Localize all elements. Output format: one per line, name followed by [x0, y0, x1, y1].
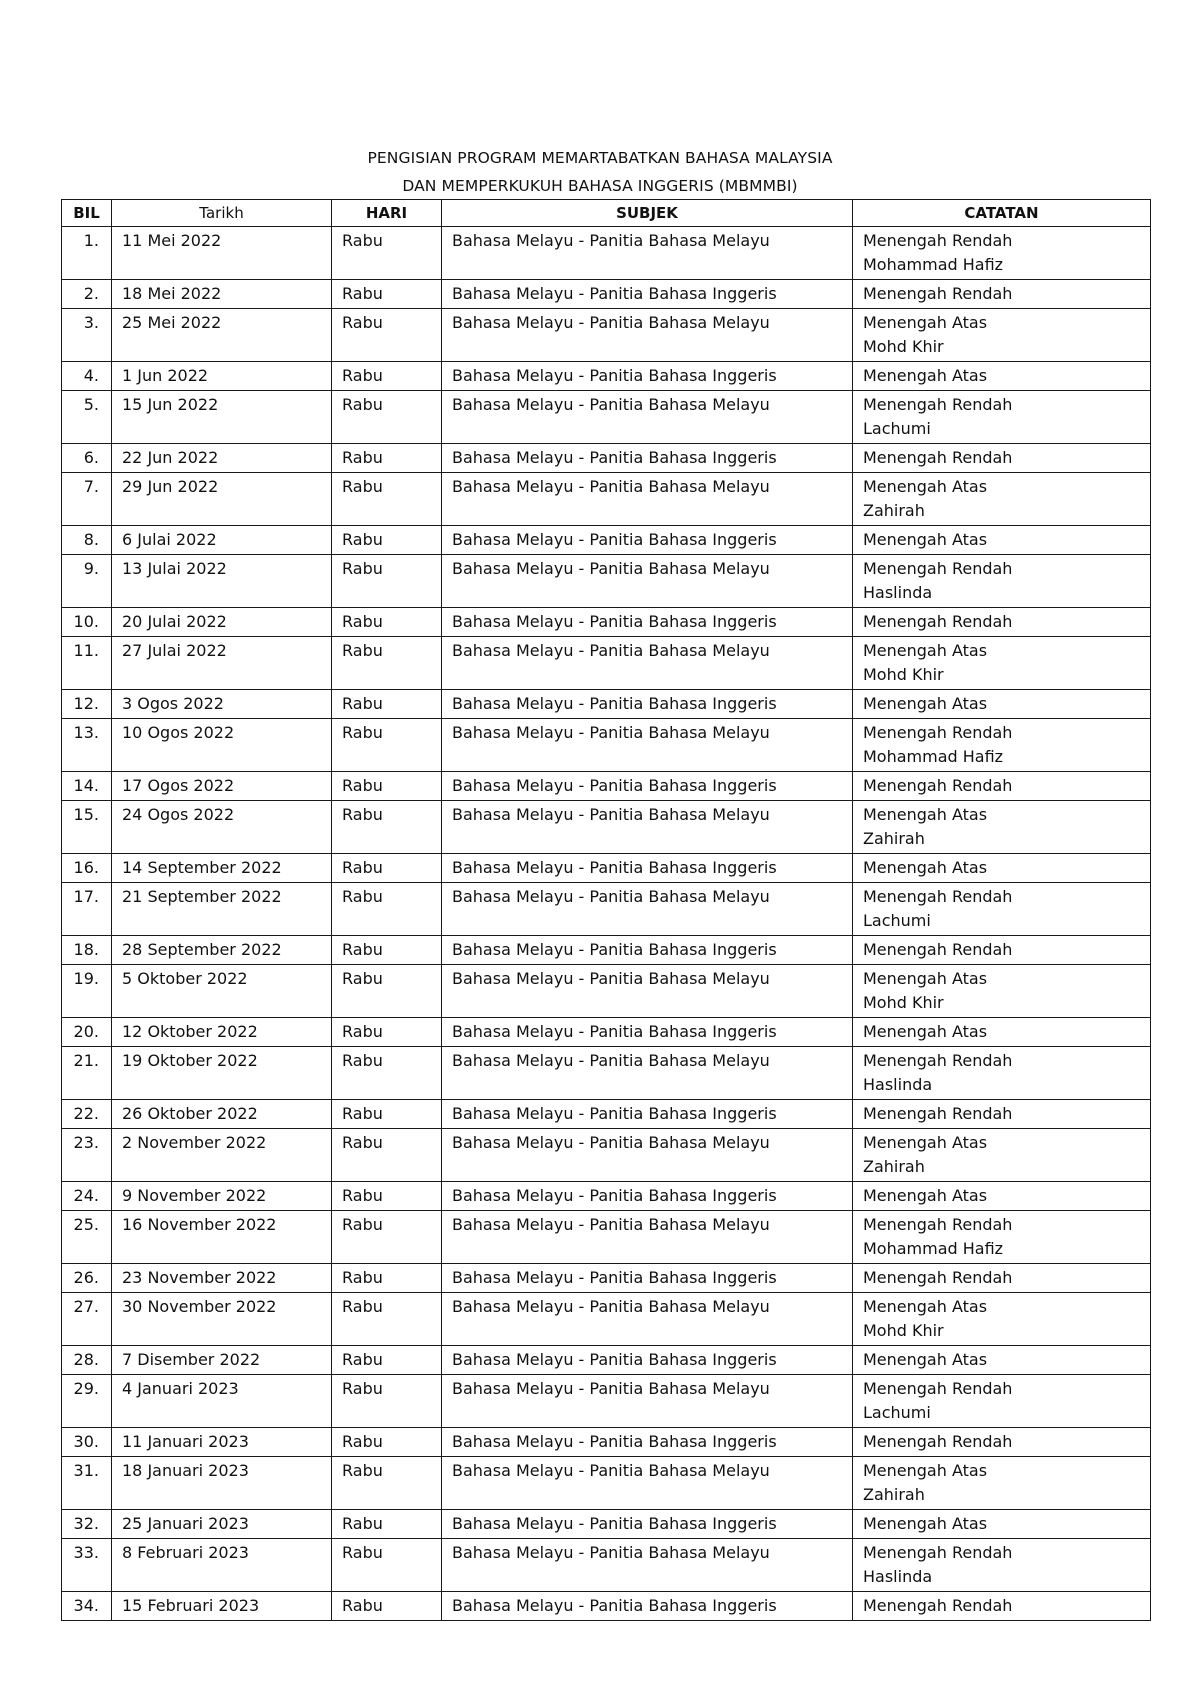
catatan-cell [853, 1375, 1151, 1428]
catatan-teacher: Lachumi [863, 419, 931, 438]
bil-cell: 6. [62, 444, 112, 473]
document-title-line-2: DAN MEMPERKUKUH BAHASA INGGERIS (MBMMBI) [402, 177, 798, 195]
hari-cell: Rabu [332, 1346, 442, 1375]
catatan-level: Menengah Rendah [863, 284, 1013, 303]
subjek-cell: Bahasa Melayu - Panitia Bahasa Melayu [442, 1539, 853, 1592]
hari-cell: Rabu [332, 444, 442, 473]
catatan-level: Menengah Rendah [863, 723, 1013, 742]
hari-cell: Rabu [332, 473, 442, 526]
table-row [62, 227, 1151, 280]
table-row [62, 309, 1151, 362]
catatan-cell [853, 1428, 1151, 1457]
hari-cell: Rabu [332, 362, 442, 391]
catatan-cell [853, 608, 1151, 637]
tarikh-cell: 13 Julai 2022 [112, 555, 332, 608]
catatan-cell [853, 280, 1151, 309]
subjek-cell: Bahasa Melayu - Panitia Bahasa Inggeris [442, 608, 853, 637]
table-row [62, 690, 1151, 719]
bil-cell: 5. [62, 391, 112, 444]
header-subjek: SUBJEK [442, 200, 853, 227]
catatan-level: Menengah Rendah [863, 1051, 1013, 1070]
catatan-teacher: Mohammad Hafiz [863, 255, 1004, 274]
bil-cell: 34. [62, 1592, 112, 1621]
hari-cell: Rabu [332, 965, 442, 1018]
catatan-level: Menengah Atas [863, 366, 988, 385]
catatan-teacher: Mohammad Hafiz [863, 747, 1004, 766]
catatan-cell [853, 637, 1151, 690]
tarikh-cell: 24 Ogos 2022 [112, 801, 332, 854]
bil-cell: 28. [62, 1346, 112, 1375]
catatan-cell [853, 309, 1151, 362]
bil-cell: 9. [62, 555, 112, 608]
catatan-level: Menengah Rendah [863, 1379, 1013, 1398]
table-row [62, 637, 1151, 690]
subjek-cell: Bahasa Melayu - Panitia Bahasa Inggeris [442, 1264, 853, 1293]
catatan-cell [853, 362, 1151, 391]
bil-cell: 21. [62, 1047, 112, 1100]
hari-cell: Rabu [332, 772, 442, 801]
catatan-cell [853, 1129, 1151, 1182]
table-row [62, 1375, 1151, 1428]
catatan-level: Menengah Atas [863, 313, 988, 332]
hari-cell: Rabu [332, 1592, 442, 1621]
table-row [62, 772, 1151, 801]
catatan-cell [853, 1211, 1151, 1264]
tarikh-cell: 6 Julai 2022 [112, 526, 332, 555]
catatan-level: Menengah Rendah [863, 1268, 1013, 1287]
hari-cell: Rabu [332, 1539, 442, 1592]
tarikh-cell: 14 September 2022 [112, 854, 332, 883]
catatan-teacher: Mohd Khir [863, 993, 944, 1012]
tarikh-cell: 15 Jun 2022 [112, 391, 332, 444]
catatan-teacher: Mohd Khir [863, 1321, 944, 1340]
bil-cell: 19. [62, 965, 112, 1018]
table-row [62, 719, 1151, 772]
catatan-cell [853, 883, 1151, 936]
table-row [62, 1047, 1151, 1100]
bil-cell: 2. [62, 280, 112, 309]
subjek-cell: Bahasa Melayu - Panitia Bahasa Melayu [442, 227, 853, 280]
tarikh-cell: 4 Januari 2023 [112, 1375, 332, 1428]
table-row [62, 1293, 1151, 1346]
subjek-cell: Bahasa Melayu - Panitia Bahasa Melayu [442, 883, 853, 936]
bil-cell: 27. [62, 1293, 112, 1346]
table-row [62, 1129, 1151, 1182]
header-catatan: CATATAN [853, 200, 1151, 227]
tarikh-cell: 22 Jun 2022 [112, 444, 332, 473]
subjek-cell: Bahasa Melayu - Panitia Bahasa Melayu [442, 473, 853, 526]
subjek-cell: Bahasa Melayu - Panitia Bahasa Inggeris [442, 362, 853, 391]
catatan-level: Menengah Atas [863, 1022, 988, 1041]
catatan-level: Menengah Atas [863, 969, 988, 988]
catatan-level: Menengah Rendah [863, 448, 1013, 467]
tarikh-cell: 7 Disember 2022 [112, 1346, 332, 1375]
catatan-level: Menengah Rendah [863, 612, 1013, 631]
catatan-cell [853, 227, 1151, 280]
subjek-cell: Bahasa Melayu - Panitia Bahasa Melayu [442, 391, 853, 444]
subjek-cell: Bahasa Melayu - Panitia Bahasa Melayu [442, 1293, 853, 1346]
catatan-level: Menengah Atas [863, 1350, 988, 1369]
catatan-cell [853, 719, 1151, 772]
catatan-level: Menengah Atas [863, 1133, 988, 1152]
tarikh-cell: 19 Oktober 2022 [112, 1047, 332, 1100]
tarikh-cell: 18 Mei 2022 [112, 280, 332, 309]
hari-cell: Rabu [332, 690, 442, 719]
subjek-cell: Bahasa Melayu - Panitia Bahasa Melayu [442, 719, 853, 772]
tarikh-cell: 27 Julai 2022 [112, 637, 332, 690]
catatan-cell [853, 1592, 1151, 1621]
table-row [62, 362, 1151, 391]
tarikh-cell: 1 Jun 2022 [112, 362, 332, 391]
catatan-teacher: Zahirah [863, 501, 925, 520]
tarikh-cell: 10 Ogos 2022 [112, 719, 332, 772]
bil-cell: 25. [62, 1211, 112, 1264]
subjek-cell: Bahasa Melayu - Panitia Bahasa Inggeris [442, 444, 853, 473]
bil-cell: 1. [62, 227, 112, 280]
catatan-level: Menengah Atas [863, 805, 988, 824]
subjek-cell: Bahasa Melayu - Panitia Bahasa Melayu [442, 1047, 853, 1100]
bil-cell: 12. [62, 690, 112, 719]
tarikh-cell: 29 Jun 2022 [112, 473, 332, 526]
table-row [62, 883, 1151, 936]
catatan-level: Menengah Rendah [863, 887, 1013, 906]
table-row [62, 1510, 1151, 1539]
subjek-cell: Bahasa Melayu - Panitia Bahasa Inggeris [442, 1510, 853, 1539]
catatan-level: Menengah Atas [863, 694, 988, 713]
tarikh-cell: 5 Oktober 2022 [112, 965, 332, 1018]
catatan-cell [853, 1539, 1151, 1592]
tarikh-cell: 9 November 2022 [112, 1182, 332, 1211]
catatan-level: Menengah Atas [863, 530, 988, 549]
subjek-cell: Bahasa Melayu - Panitia Bahasa Melayu [442, 1375, 853, 1428]
tarikh-cell: 17 Ogos 2022 [112, 772, 332, 801]
hari-cell: Rabu [332, 854, 442, 883]
hari-cell: Rabu [332, 391, 442, 444]
catatan-cell [853, 1018, 1151, 1047]
bil-cell: 29. [62, 1375, 112, 1428]
subjek-cell: Bahasa Melayu - Panitia Bahasa Inggeris [442, 1592, 853, 1621]
catatan-cell [853, 936, 1151, 965]
table-row [62, 1100, 1151, 1129]
tarikh-cell: 15 Februari 2023 [112, 1592, 332, 1621]
subjek-cell: Bahasa Melayu - Panitia Bahasa Inggeris [442, 936, 853, 965]
catatan-level: Menengah Atas [863, 477, 988, 496]
bil-cell: 31. [62, 1457, 112, 1510]
catatan-level: Menengah Rendah [863, 940, 1013, 959]
subjek-cell: Bahasa Melayu - Panitia Bahasa Melayu [442, 1457, 853, 1510]
hari-cell: Rabu [332, 1182, 442, 1211]
hari-cell: Rabu [332, 1018, 442, 1047]
hari-cell: Rabu [332, 280, 442, 309]
subjek-cell: Bahasa Melayu - Panitia Bahasa Melayu [442, 309, 853, 362]
subjek-cell: Bahasa Melayu - Panitia Bahasa Melayu [442, 1129, 853, 1182]
table-row [62, 1428, 1151, 1457]
hari-cell: Rabu [332, 1100, 442, 1129]
tarikh-cell: 3 Ogos 2022 [112, 690, 332, 719]
catatan-teacher: Mohd Khir [863, 337, 944, 356]
table-row [62, 444, 1151, 473]
subjek-cell: Bahasa Melayu - Panitia Bahasa Inggeris [442, 772, 853, 801]
bil-cell: 22. [62, 1100, 112, 1129]
catatan-cell [853, 1346, 1151, 1375]
catatan-level: Menengah Atas [863, 1297, 988, 1316]
catatan-level: Menengah Rendah [863, 1104, 1013, 1123]
bil-cell: 15. [62, 801, 112, 854]
hari-cell: Rabu [332, 883, 442, 936]
catatan-teacher: Zahirah [863, 829, 925, 848]
catatan-level: Menengah Rendah [863, 231, 1013, 250]
subjek-cell: Bahasa Melayu - Panitia Bahasa Melayu [442, 965, 853, 1018]
table-row [62, 391, 1151, 444]
catatan-cell [853, 1293, 1151, 1346]
catatan-cell [853, 1457, 1151, 1510]
table-row [62, 555, 1151, 608]
catatan-cell [853, 473, 1151, 526]
hari-cell: Rabu [332, 801, 442, 854]
table-row [62, 608, 1151, 637]
tarikh-cell: 25 Januari 2023 [112, 1510, 332, 1539]
catatan-level: Menengah Atas [863, 1186, 988, 1205]
catatan-cell [853, 772, 1151, 801]
tarikh-cell: 2 November 2022 [112, 1129, 332, 1182]
table-row [62, 1018, 1151, 1047]
hari-cell: Rabu [332, 608, 442, 637]
subjek-cell: Bahasa Melayu - Panitia Bahasa Inggeris [442, 854, 853, 883]
bil-cell: 8. [62, 526, 112, 555]
bil-cell: 30. [62, 1428, 112, 1457]
hari-cell: Rabu [332, 1129, 442, 1182]
catatan-cell [853, 1264, 1151, 1293]
hari-cell: Rabu [332, 1428, 442, 1457]
bil-cell: 33. [62, 1539, 112, 1592]
table-row [62, 1539, 1151, 1592]
hari-cell: Rabu [332, 227, 442, 280]
table-row [62, 473, 1151, 526]
bil-cell: 3. [62, 309, 112, 362]
tarikh-cell: 11 Mei 2022 [112, 227, 332, 280]
header-hari: HARI [332, 200, 442, 227]
catatan-cell [853, 854, 1151, 883]
table-row [62, 801, 1151, 854]
bil-cell: 24. [62, 1182, 112, 1211]
hari-cell: Rabu [332, 1375, 442, 1428]
catatan-cell [853, 1182, 1151, 1211]
table-row [62, 1211, 1151, 1264]
hari-cell: Rabu [332, 526, 442, 555]
hari-cell: Rabu [332, 1047, 442, 1100]
catatan-teacher: Mohammad Hafiz [863, 1239, 1004, 1258]
table-row [62, 1264, 1151, 1293]
catatan-teacher: Zahirah [863, 1485, 925, 1504]
catatan-cell [853, 1510, 1151, 1539]
hari-cell: Rabu [332, 719, 442, 772]
subjek-cell: Bahasa Melayu - Panitia Bahasa Inggeris [442, 1100, 853, 1129]
table-row [62, 1592, 1151, 1621]
catatan-cell [853, 1100, 1151, 1129]
table-body [62, 227, 1151, 1621]
hari-cell: Rabu [332, 1264, 442, 1293]
catatan-teacher: Haslinda [863, 1567, 933, 1586]
header-tarikh: Tarikh [112, 200, 332, 227]
tarikh-cell: 30 November 2022 [112, 1293, 332, 1346]
subjek-cell: Bahasa Melayu - Panitia Bahasa Inggeris [442, 690, 853, 719]
hari-cell: Rabu [332, 637, 442, 690]
hari-cell: Rabu [332, 936, 442, 965]
catatan-cell [853, 555, 1151, 608]
catatan-cell [853, 965, 1151, 1018]
catatan-cell [853, 391, 1151, 444]
tarikh-cell: 8 Februari 2023 [112, 1539, 332, 1592]
catatan-level: Menengah Rendah [863, 559, 1013, 578]
catatan-teacher: Mohd Khir [863, 665, 944, 684]
catatan-cell [853, 1047, 1151, 1100]
catatan-teacher: Lachumi [863, 911, 931, 930]
hari-cell: Rabu [332, 1457, 442, 1510]
schedule-table [61, 199, 1151, 1621]
catatan-level: Menengah Rendah [863, 1543, 1013, 1562]
bil-cell: 26. [62, 1264, 112, 1293]
bil-cell: 4. [62, 362, 112, 391]
bil-cell: 23. [62, 1129, 112, 1182]
table-row [62, 936, 1151, 965]
hari-cell: Rabu [332, 1211, 442, 1264]
bil-cell: 14. [62, 772, 112, 801]
catatan-level: Menengah Rendah [863, 1432, 1013, 1451]
bil-cell: 10. [62, 608, 112, 637]
subjek-cell: Bahasa Melayu - Panitia Bahasa Inggeris [442, 526, 853, 555]
catatan-teacher: Lachumi [863, 1403, 931, 1422]
catatan-level: Menengah Atas [863, 1514, 988, 1533]
table-header-row [62, 200, 1151, 227]
tarikh-cell: 21 September 2022 [112, 883, 332, 936]
table-row [62, 1457, 1151, 1510]
subjek-cell: Bahasa Melayu - Panitia Bahasa Inggeris [442, 280, 853, 309]
catatan-level: Menengah Rendah [863, 1215, 1013, 1234]
table-row [62, 526, 1151, 555]
hari-cell: Rabu [332, 1293, 442, 1346]
catatan-level: Menengah Atas [863, 641, 988, 660]
catatan-cell [853, 801, 1151, 854]
bil-cell: 7. [62, 473, 112, 526]
bil-cell: 16. [62, 854, 112, 883]
table-row [62, 965, 1151, 1018]
catatan-level: Menengah Rendah [863, 395, 1013, 414]
bil-cell: 17. [62, 883, 112, 936]
table-row [62, 854, 1151, 883]
catatan-cell [853, 526, 1151, 555]
bil-cell: 18. [62, 936, 112, 965]
bil-cell: 20. [62, 1018, 112, 1047]
tarikh-cell: 12 Oktober 2022 [112, 1018, 332, 1047]
tarikh-cell: 25 Mei 2022 [112, 309, 332, 362]
bil-cell: 11. [62, 637, 112, 690]
catatan-level: Menengah Atas [863, 858, 988, 877]
table-row [62, 1346, 1151, 1375]
catatan-level: Menengah Rendah [863, 1596, 1013, 1615]
subjek-cell: Bahasa Melayu - Panitia Bahasa Inggeris [442, 1018, 853, 1047]
tarikh-cell: 26 Oktober 2022 [112, 1100, 332, 1129]
catatan-teacher: Haslinda [863, 583, 933, 602]
tarikh-cell: 16 November 2022 [112, 1211, 332, 1264]
hari-cell: Rabu [332, 1510, 442, 1539]
subjek-cell: Bahasa Melayu - Panitia Bahasa Melayu [442, 637, 853, 690]
hari-cell: Rabu [332, 555, 442, 608]
subjek-cell: Bahasa Melayu - Panitia Bahasa Inggeris [442, 1346, 853, 1375]
catatan-teacher: Zahirah [863, 1157, 925, 1176]
subjek-cell: Bahasa Melayu - Panitia Bahasa Inggeris [442, 1182, 853, 1211]
table-row [62, 1182, 1151, 1211]
subjek-cell: Bahasa Melayu - Panitia Bahasa Melayu [442, 555, 853, 608]
hari-cell: Rabu [332, 309, 442, 362]
tarikh-cell: 23 November 2022 [112, 1264, 332, 1293]
catatan-level: Menengah Atas [863, 1461, 988, 1480]
subjek-cell: Bahasa Melayu - Panitia Bahasa Melayu [442, 801, 853, 854]
tarikh-cell: 11 Januari 2023 [112, 1428, 332, 1457]
catatan-cell [853, 444, 1151, 473]
tarikh-cell: 20 Julai 2022 [112, 608, 332, 637]
catatan-level: Menengah Rendah [863, 776, 1013, 795]
catatan-teacher: Haslinda [863, 1075, 933, 1094]
header-bil: BIL [62, 200, 112, 227]
document-title-line-1: PENGISIAN PROGRAM MEMARTABATKAN BAHASA MALAYSIA [367, 149, 833, 167]
subjek-cell: Bahasa Melayu - Panitia Bahasa Inggeris [442, 1428, 853, 1457]
bil-cell: 32. [62, 1510, 112, 1539]
subjek-cell: Bahasa Melayu - Panitia Bahasa Melayu [442, 1211, 853, 1264]
tarikh-cell: 18 Januari 2023 [112, 1457, 332, 1510]
table-row [62, 280, 1151, 309]
catatan-cell [853, 690, 1151, 719]
bil-cell: 13. [62, 719, 112, 772]
tarikh-cell: 28 September 2022 [112, 936, 332, 965]
